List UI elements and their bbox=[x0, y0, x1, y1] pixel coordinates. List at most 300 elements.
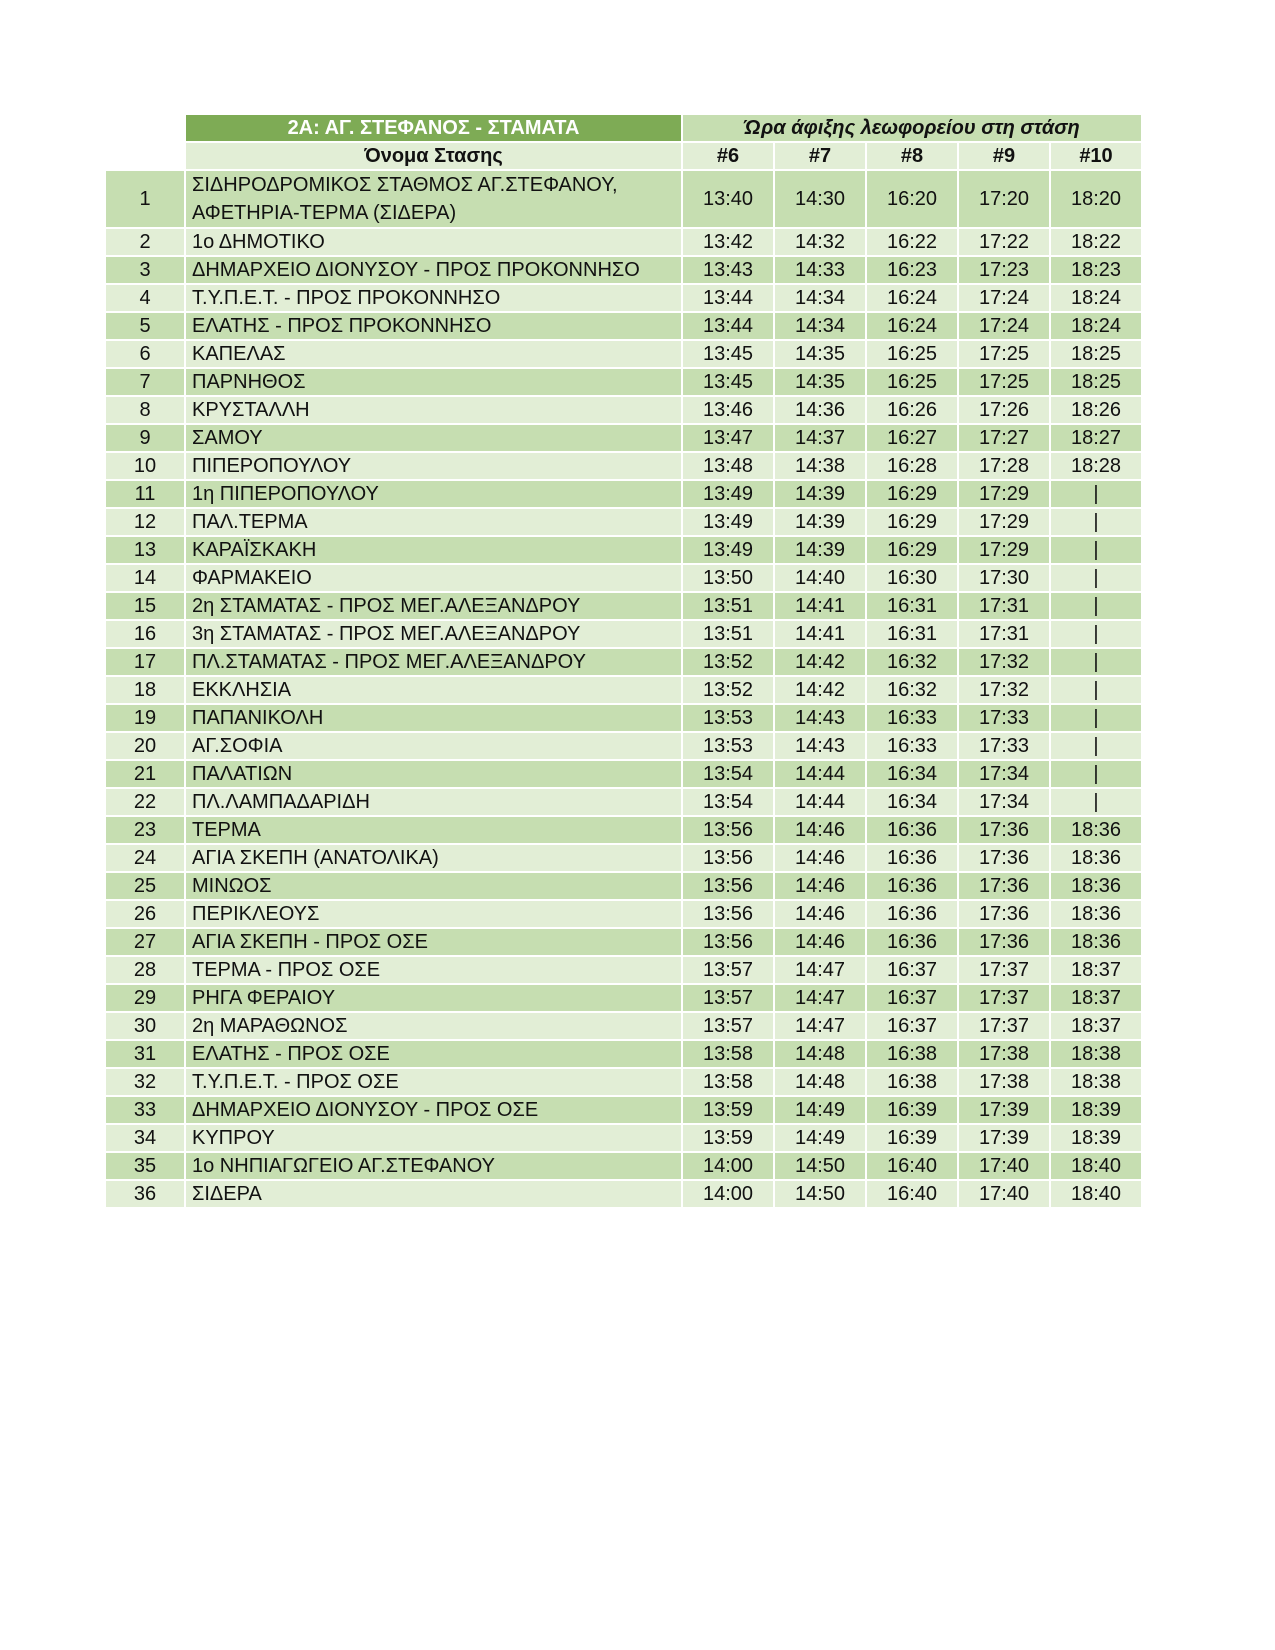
arrival-time-title: Ώρα άφιξης λεωφορείου στη στάση bbox=[682, 114, 1142, 142]
arrival-time: 17:39 bbox=[958, 1096, 1050, 1124]
arrival-time: 17:31 bbox=[958, 620, 1050, 648]
stop-name-line: ΠΛ.ΣΤΑΜΑΤΑΣ - ΠΡΟΣ ΜΕΓ.ΑΛΕΞΑΝΔΡΟΥ bbox=[192, 651, 586, 673]
arrival-time: 17:24 bbox=[958, 284, 1050, 312]
arrival-time: 16:28 bbox=[866, 452, 958, 480]
stop-name-line: ΕΛΑΤΗΣ - ΠΡΟΣ ΠΡΟΚΟΝΝΗΣΟ bbox=[192, 315, 492, 337]
stop-name bbox=[185, 1068, 682, 1096]
stop-number: 20 bbox=[105, 732, 185, 760]
table-row bbox=[105, 872, 1142, 900]
stop-number: 29 bbox=[105, 984, 185, 1012]
stop-name-line: ΚΡΥΣΤΑΛΛΗ bbox=[192, 399, 310, 421]
arrival-time: 17:34 bbox=[958, 760, 1050, 788]
arrival-time: 18:38 bbox=[1050, 1040, 1142, 1068]
stop-name bbox=[185, 508, 682, 536]
arrival-time: 14:00 bbox=[682, 1152, 774, 1180]
table-row bbox=[105, 1096, 1142, 1124]
stop-name bbox=[185, 312, 682, 340]
arrival-time: 17:37 bbox=[958, 956, 1050, 984]
stop-number: 11 bbox=[105, 480, 185, 508]
stop-name bbox=[185, 648, 682, 676]
arrival-time: 17:29 bbox=[958, 536, 1050, 564]
trip-header: #10 bbox=[1050, 142, 1142, 170]
arrival-time: 18:38 bbox=[1050, 1068, 1142, 1096]
stop-number: 15 bbox=[105, 592, 185, 620]
stop-name bbox=[185, 228, 682, 256]
arrival-time: 16:25 bbox=[866, 340, 958, 368]
arrival-time: 17:22 bbox=[958, 228, 1050, 256]
arrival-time: 17:32 bbox=[958, 676, 1050, 704]
arrival-time: 13:58 bbox=[682, 1040, 774, 1068]
table-row bbox=[105, 508, 1142, 536]
stop-name bbox=[185, 284, 682, 312]
table-row bbox=[105, 1152, 1142, 1180]
stop-name bbox=[185, 788, 682, 816]
arrival-time: 14:46 bbox=[774, 900, 866, 928]
arrival-time: 17:36 bbox=[958, 872, 1050, 900]
table-row bbox=[105, 620, 1142, 648]
arrival-time: 14:43 bbox=[774, 732, 866, 760]
arrival-time: | bbox=[1050, 704, 1142, 732]
arrival-time: 13:46 bbox=[682, 396, 774, 424]
table-row bbox=[105, 480, 1142, 508]
arrival-time: 14:33 bbox=[774, 256, 866, 284]
arrival-time: 13:50 bbox=[682, 564, 774, 592]
arrival-time: | bbox=[1050, 676, 1142, 704]
arrival-time: 17:36 bbox=[958, 900, 1050, 928]
arrival-time: 18:39 bbox=[1050, 1096, 1142, 1124]
stop-number: 28 bbox=[105, 956, 185, 984]
arrival-time: | bbox=[1050, 788, 1142, 816]
bus-schedule-table bbox=[104, 113, 1143, 1209]
arrival-time: 16:23 bbox=[866, 256, 958, 284]
arrival-time: 14:44 bbox=[774, 760, 866, 788]
arrival-time: 16:36 bbox=[866, 844, 958, 872]
stop-number: 25 bbox=[105, 872, 185, 900]
arrival-time: 17:40 bbox=[958, 1152, 1050, 1180]
table-row bbox=[105, 1012, 1142, 1040]
arrival-time: 18:37 bbox=[1050, 956, 1142, 984]
arrival-time: 17:25 bbox=[958, 340, 1050, 368]
arrival-time: 18:36 bbox=[1050, 900, 1142, 928]
arrival-time: 17:32 bbox=[958, 648, 1050, 676]
arrival-time: | bbox=[1050, 480, 1142, 508]
arrival-time: 17:36 bbox=[958, 844, 1050, 872]
arrival-time: 14:41 bbox=[774, 592, 866, 620]
stop-name-line: ΠΙΠΕΡΟΠΟΥΛΟΥ bbox=[192, 455, 352, 477]
stop-name bbox=[185, 1124, 682, 1152]
arrival-time: | bbox=[1050, 564, 1142, 592]
stop-number: 8 bbox=[105, 396, 185, 424]
stop-number: 7 bbox=[105, 368, 185, 396]
stop-name-header: Όνομα Στασης bbox=[185, 142, 682, 170]
arrival-time: 16:39 bbox=[866, 1124, 958, 1152]
stop-name-line: ΚΑΠΕΛΑΣ bbox=[192, 343, 286, 365]
stop-name-line: ΠΕΡΙΚΛΕΟΥΣ bbox=[192, 903, 320, 925]
table-row bbox=[105, 760, 1142, 788]
arrival-time: 14:46 bbox=[774, 844, 866, 872]
arrival-time: 14:50 bbox=[774, 1180, 866, 1208]
stop-number: 23 bbox=[105, 816, 185, 844]
stop-name-line: ΔΗΜΑΡΧΕΙΟ ΔΙΟΝΥΣΟΥ - ΠΡΟΣ ΟΣΕ bbox=[192, 1099, 539, 1121]
stop-name-line: ΠΛ.ΛΑΜΠΑΔΑΡΙΔΗ bbox=[192, 791, 370, 813]
stop-number: 3 bbox=[105, 256, 185, 284]
arrival-time: | bbox=[1050, 760, 1142, 788]
arrival-time: 13:45 bbox=[682, 368, 774, 396]
arrival-time: 13:52 bbox=[682, 676, 774, 704]
stop-name-line: ΣΙΔΗΡΟΔΡΟΜΙΚΟΣ ΣΤΑΘΜΟΣ ΑΓ.ΣΤΕΦΑΝΟΥ, bbox=[192, 174, 618, 196]
stop-number: 27 bbox=[105, 928, 185, 956]
stop-name-line: ΠΑΛ.ΤΕΡΜΑ bbox=[192, 511, 308, 533]
arrival-time: 18:40 bbox=[1050, 1152, 1142, 1180]
stop-name-line: ΦΑΡΜΑΚΕΙΟ bbox=[192, 567, 312, 589]
arrival-time: 14:40 bbox=[774, 564, 866, 592]
stop-name bbox=[185, 536, 682, 564]
arrival-time: 14:30 bbox=[774, 170, 866, 228]
arrival-time: 16:27 bbox=[866, 424, 958, 452]
table-row bbox=[105, 956, 1142, 984]
stops-list bbox=[105, 170, 1142, 1208]
arrival-time: 14:46 bbox=[774, 872, 866, 900]
blank-corner-cell bbox=[105, 142, 185, 170]
table-row bbox=[105, 788, 1142, 816]
arrival-time: 13:49 bbox=[682, 480, 774, 508]
stop-number: 24 bbox=[105, 844, 185, 872]
arrival-time: 18:37 bbox=[1050, 984, 1142, 1012]
stop-name bbox=[185, 732, 682, 760]
trip-header: #9 bbox=[958, 142, 1050, 170]
arrival-time: 16:36 bbox=[866, 872, 958, 900]
table-row bbox=[105, 844, 1142, 872]
arrival-time: 13:42 bbox=[682, 228, 774, 256]
arrival-time: 13:40 bbox=[682, 170, 774, 228]
arrival-time: 16:25 bbox=[866, 368, 958, 396]
arrival-time: 18:39 bbox=[1050, 1124, 1142, 1152]
arrival-time: 14:46 bbox=[774, 928, 866, 956]
stop-name bbox=[185, 676, 682, 704]
stop-number: 22 bbox=[105, 788, 185, 816]
stop-name-line: 2η ΣΤΑΜΑΤΑΣ - ΠΡΟΣ ΜΕΓ.ΑΛΕΞΑΝΔΡΟΥ bbox=[192, 595, 581, 617]
stop-number: 33 bbox=[105, 1096, 185, 1124]
stop-name-line: ΠΑΠΑΝΙΚΟΛΗ bbox=[192, 707, 324, 729]
arrival-time: 18:25 bbox=[1050, 368, 1142, 396]
arrival-time: 17:31 bbox=[958, 592, 1050, 620]
stop-number: 12 bbox=[105, 508, 185, 536]
arrival-time: 13:45 bbox=[682, 340, 774, 368]
arrival-time: 14:36 bbox=[774, 396, 866, 424]
table-row bbox=[105, 1040, 1142, 1068]
arrival-time: 17:38 bbox=[958, 1068, 1050, 1096]
arrival-time: 17:29 bbox=[958, 508, 1050, 536]
arrival-time: 14:49 bbox=[774, 1124, 866, 1152]
arrival-time: 14:34 bbox=[774, 312, 866, 340]
stop-name bbox=[185, 844, 682, 872]
table-row bbox=[105, 900, 1142, 928]
stop-name bbox=[185, 984, 682, 1012]
arrival-time: 13:52 bbox=[682, 648, 774, 676]
stop-name-line: 2η ΜΑΡΑΘΩΝΟΣ bbox=[192, 1015, 348, 1037]
table-row bbox=[105, 368, 1142, 396]
stop-name bbox=[185, 900, 682, 928]
arrival-time: 14:50 bbox=[774, 1152, 866, 1180]
arrival-time: | bbox=[1050, 620, 1142, 648]
arrival-time: 17:25 bbox=[958, 368, 1050, 396]
arrival-time: 18:36 bbox=[1050, 844, 1142, 872]
table-row bbox=[105, 228, 1142, 256]
stop-name bbox=[185, 1152, 682, 1180]
arrival-time: 14:35 bbox=[774, 340, 866, 368]
stop-name-line: ΜΙΝΩΟΣ bbox=[192, 875, 272, 897]
stop-name-line: Τ.Υ.Π.Ε.Τ. - ΠΡΟΣ ΟΣΕ bbox=[192, 1071, 399, 1093]
stop-name bbox=[185, 1096, 682, 1124]
stop-name bbox=[185, 1180, 682, 1208]
stop-name-line: ΣΑΜΟΥ bbox=[192, 427, 263, 449]
stop-name-line: ΑΦΕΤΗΡΙΑ-ΤΕΡΜΑ (ΣΙΔΕΡΑ) bbox=[192, 202, 457, 224]
arrival-time: 14:48 bbox=[774, 1040, 866, 1068]
arrival-time: 16:29 bbox=[866, 508, 958, 536]
stop-name-line: ΡΗΓΑ ΦΕΡΑΙΟΥ bbox=[192, 987, 336, 1009]
stop-name-line: ΤΕΡΜΑ - ΠΡΟΣ ΟΣΕ bbox=[192, 959, 381, 981]
arrival-time: 14:42 bbox=[774, 676, 866, 704]
arrival-time: 16:20 bbox=[866, 170, 958, 228]
arrival-time: 17:20 bbox=[958, 170, 1050, 228]
arrival-time: 16:39 bbox=[866, 1096, 958, 1124]
stop-name bbox=[185, 760, 682, 788]
arrival-time: 18:26 bbox=[1050, 396, 1142, 424]
stop-number: 13 bbox=[105, 536, 185, 564]
arrival-time: 14:00 bbox=[682, 1180, 774, 1208]
arrival-time: 17:37 bbox=[958, 984, 1050, 1012]
stop-name-line: ΕΚΚΛΗΣΙΑ bbox=[192, 679, 292, 701]
stop-name-line: 1η ΠΙΠΕΡΟΠΟΥΛΟΥ bbox=[192, 483, 379, 505]
arrival-time: 13:51 bbox=[682, 620, 774, 648]
arrival-time: 14:35 bbox=[774, 368, 866, 396]
table-row bbox=[105, 1068, 1142, 1096]
arrival-time: 13:59 bbox=[682, 1124, 774, 1152]
stop-name-line: ΤΕΡΜΑ bbox=[192, 819, 261, 841]
arrival-time: 16:38 bbox=[866, 1040, 958, 1068]
stop-number: 30 bbox=[105, 1012, 185, 1040]
arrival-time: 16:34 bbox=[866, 760, 958, 788]
arrival-time: 14:42 bbox=[774, 648, 866, 676]
arrival-time: 14:39 bbox=[774, 508, 866, 536]
arrival-time: 13:56 bbox=[682, 928, 774, 956]
stop-number: 5 bbox=[105, 312, 185, 340]
arrival-time: 18:25 bbox=[1050, 340, 1142, 368]
arrival-time: 16:22 bbox=[866, 228, 958, 256]
table-row bbox=[105, 284, 1142, 312]
stop-number: 1 bbox=[105, 170, 185, 228]
arrival-time: 17:37 bbox=[958, 1012, 1050, 1040]
arrival-time: 14:39 bbox=[774, 480, 866, 508]
arrival-time: 16:24 bbox=[866, 312, 958, 340]
arrival-time: 16:37 bbox=[866, 956, 958, 984]
arrival-time: 14:48 bbox=[774, 1068, 866, 1096]
stop-number: 4 bbox=[105, 284, 185, 312]
table-row bbox=[105, 704, 1142, 732]
table-row bbox=[105, 1180, 1142, 1208]
arrival-time: 14:47 bbox=[774, 956, 866, 984]
stop-name bbox=[185, 340, 682, 368]
stop-name bbox=[185, 452, 682, 480]
title-row bbox=[105, 114, 1142, 142]
route-title: 2Α: ΑΓ. ΣΤΕΦΑΝΟΣ - ΣΤΑΜΑΤΑ bbox=[185, 114, 682, 142]
arrival-time: 16:36 bbox=[866, 928, 958, 956]
arrival-time: 13:56 bbox=[682, 900, 774, 928]
arrival-time: 14:41 bbox=[774, 620, 866, 648]
stop-number: 34 bbox=[105, 1124, 185, 1152]
arrival-time: 13:48 bbox=[682, 452, 774, 480]
arrival-time: 16:40 bbox=[866, 1180, 958, 1208]
stop-name bbox=[185, 620, 682, 648]
arrival-time: 16:36 bbox=[866, 900, 958, 928]
stop-name bbox=[185, 928, 682, 956]
stop-name-line: ΚΥΠΡΟΥ bbox=[192, 1127, 275, 1149]
stop-name bbox=[185, 956, 682, 984]
arrival-time: 16:37 bbox=[866, 1012, 958, 1040]
arrival-time: 16:30 bbox=[866, 564, 958, 592]
arrival-time: 13:58 bbox=[682, 1068, 774, 1096]
blank-corner-cell bbox=[105, 114, 185, 142]
stop-name bbox=[185, 564, 682, 592]
table-row bbox=[105, 732, 1142, 760]
arrival-time: 16:37 bbox=[866, 984, 958, 1012]
arrival-time: 17:34 bbox=[958, 788, 1050, 816]
arrival-time: 13:47 bbox=[682, 424, 774, 452]
stop-name bbox=[185, 424, 682, 452]
stop-number: 36 bbox=[105, 1180, 185, 1208]
arrival-time: 17:30 bbox=[958, 564, 1050, 592]
table-row bbox=[105, 340, 1142, 368]
arrival-time: 13:57 bbox=[682, 984, 774, 1012]
arrival-time: 17:23 bbox=[958, 256, 1050, 284]
stop-name-line: ΕΛΑΤΗΣ - ΠΡΟΣ ΟΣΕ bbox=[192, 1043, 390, 1065]
stop-name-line: ΑΓΙΑ ΣΚΕΠΗ (ΑΝΑΤΟΛΙΚΑ) bbox=[192, 847, 439, 869]
arrival-time: 13:54 bbox=[682, 788, 774, 816]
arrival-time: 16:38 bbox=[866, 1068, 958, 1096]
table-row bbox=[105, 1124, 1142, 1152]
arrival-time: 17:38 bbox=[958, 1040, 1050, 1068]
arrival-time: 16:34 bbox=[866, 788, 958, 816]
column-header-row bbox=[105, 142, 1142, 170]
stop-number: 19 bbox=[105, 704, 185, 732]
arrival-time: 17:28 bbox=[958, 452, 1050, 480]
arrival-time: 16:33 bbox=[866, 704, 958, 732]
arrival-time: 14:46 bbox=[774, 816, 866, 844]
arrival-time: 18:24 bbox=[1050, 312, 1142, 340]
table-row bbox=[105, 564, 1142, 592]
stop-number: 31 bbox=[105, 1040, 185, 1068]
table-row bbox=[105, 312, 1142, 340]
arrival-time: 16:24 bbox=[866, 284, 958, 312]
table-row bbox=[105, 256, 1142, 284]
stop-name bbox=[185, 480, 682, 508]
stop-number: 16 bbox=[105, 620, 185, 648]
arrival-time: 14:43 bbox=[774, 704, 866, 732]
arrival-time: 16:31 bbox=[866, 592, 958, 620]
arrival-time: 18:22 bbox=[1050, 228, 1142, 256]
arrival-time: 13:43 bbox=[682, 256, 774, 284]
stop-name bbox=[185, 704, 682, 732]
stop-number: 35 bbox=[105, 1152, 185, 1180]
stop-number: 9 bbox=[105, 424, 185, 452]
arrival-time: 18:36 bbox=[1050, 928, 1142, 956]
arrival-time: 16:29 bbox=[866, 536, 958, 564]
arrival-time: 17:27 bbox=[958, 424, 1050, 452]
arrival-time: | bbox=[1050, 508, 1142, 536]
table-row bbox=[105, 170, 1142, 228]
arrival-time: 18:36 bbox=[1050, 872, 1142, 900]
arrival-time: 18:23 bbox=[1050, 256, 1142, 284]
arrival-time: 18:20 bbox=[1050, 170, 1142, 228]
arrival-time: 13:57 bbox=[682, 956, 774, 984]
arrival-time: | bbox=[1050, 732, 1142, 760]
arrival-time: 13:56 bbox=[682, 844, 774, 872]
stop-name-line: ΔΗΜΑΡΧΕΙΟ ΔΙΟΝΥΣΟΥ - ΠΡΟΣ ΠΡΟΚΟΝΝΗΣΟ bbox=[192, 259, 640, 281]
stop-number: 17 bbox=[105, 648, 185, 676]
stop-name-line: ΣΙΔΕΡΑ bbox=[192, 1183, 262, 1205]
trip-header: #7 bbox=[774, 142, 866, 170]
arrival-time: 18:36 bbox=[1050, 816, 1142, 844]
arrival-time: 17:29 bbox=[958, 480, 1050, 508]
arrival-time: 14:44 bbox=[774, 788, 866, 816]
arrival-time: 13:49 bbox=[682, 536, 774, 564]
arrival-time: 13:49 bbox=[682, 508, 774, 536]
arrival-time: 13:57 bbox=[682, 1012, 774, 1040]
arrival-time: 13:54 bbox=[682, 760, 774, 788]
table-row bbox=[105, 592, 1142, 620]
trip-header: #6 bbox=[682, 142, 774, 170]
arrival-time: | bbox=[1050, 536, 1142, 564]
arrival-time: 14:47 bbox=[774, 984, 866, 1012]
arrival-time: 18:37 bbox=[1050, 1012, 1142, 1040]
stop-name-line: 1ο ΔΗΜΟΤΙΚΟ bbox=[192, 231, 325, 253]
arrival-time: 16:32 bbox=[866, 676, 958, 704]
stop-number: 26 bbox=[105, 900, 185, 928]
arrival-time: 13:59 bbox=[682, 1096, 774, 1124]
stop-name-line: 1ο ΝΗΠΙΑΓΩΓΕΙΟ ΑΓ.ΣΤΕΦΑΝΟΥ bbox=[192, 1155, 495, 1177]
stop-name-line: ΠΑΛΑΤΙΩΝ bbox=[192, 763, 293, 785]
stop-name bbox=[185, 396, 682, 424]
arrival-time: 16:40 bbox=[866, 1152, 958, 1180]
arrival-time: 16:32 bbox=[866, 648, 958, 676]
arrival-time: 17:33 bbox=[958, 732, 1050, 760]
table-row bbox=[105, 396, 1142, 424]
arrival-time: 14:38 bbox=[774, 452, 866, 480]
arrival-time: 17:33 bbox=[958, 704, 1050, 732]
arrival-time: 17:39 bbox=[958, 1124, 1050, 1152]
arrival-time: 17:40 bbox=[958, 1180, 1050, 1208]
arrival-time: 18:24 bbox=[1050, 284, 1142, 312]
arrival-time: 17:26 bbox=[958, 396, 1050, 424]
stop-number: 32 bbox=[105, 1068, 185, 1096]
table-row bbox=[105, 536, 1142, 564]
arrival-time: 14:37 bbox=[774, 424, 866, 452]
stop-name-line: 3η ΣΤΑΜΑΤΑΣ - ΠΡΟΣ ΜΕΓ.ΑΛΕΞΑΝΔΡΟΥ bbox=[192, 623, 581, 645]
stop-name bbox=[185, 256, 682, 284]
arrival-time: 13:53 bbox=[682, 732, 774, 760]
stop-name-line: ΑΓΙΑ ΣΚΕΠΗ - ΠΡΟΣ ΟΣΕ bbox=[192, 931, 428, 953]
table-row bbox=[105, 424, 1142, 452]
stop-name-line: ΚΑΡΑΪΣΚΑΚΗ bbox=[192, 539, 317, 561]
arrival-time: 17:24 bbox=[958, 312, 1050, 340]
stop-name bbox=[185, 1012, 682, 1040]
stop-number: 2 bbox=[105, 228, 185, 256]
arrival-time: 13:44 bbox=[682, 284, 774, 312]
stop-name bbox=[185, 592, 682, 620]
arrival-time: 13:51 bbox=[682, 592, 774, 620]
stop-number: 18 bbox=[105, 676, 185, 704]
stop-name bbox=[185, 1040, 682, 1068]
